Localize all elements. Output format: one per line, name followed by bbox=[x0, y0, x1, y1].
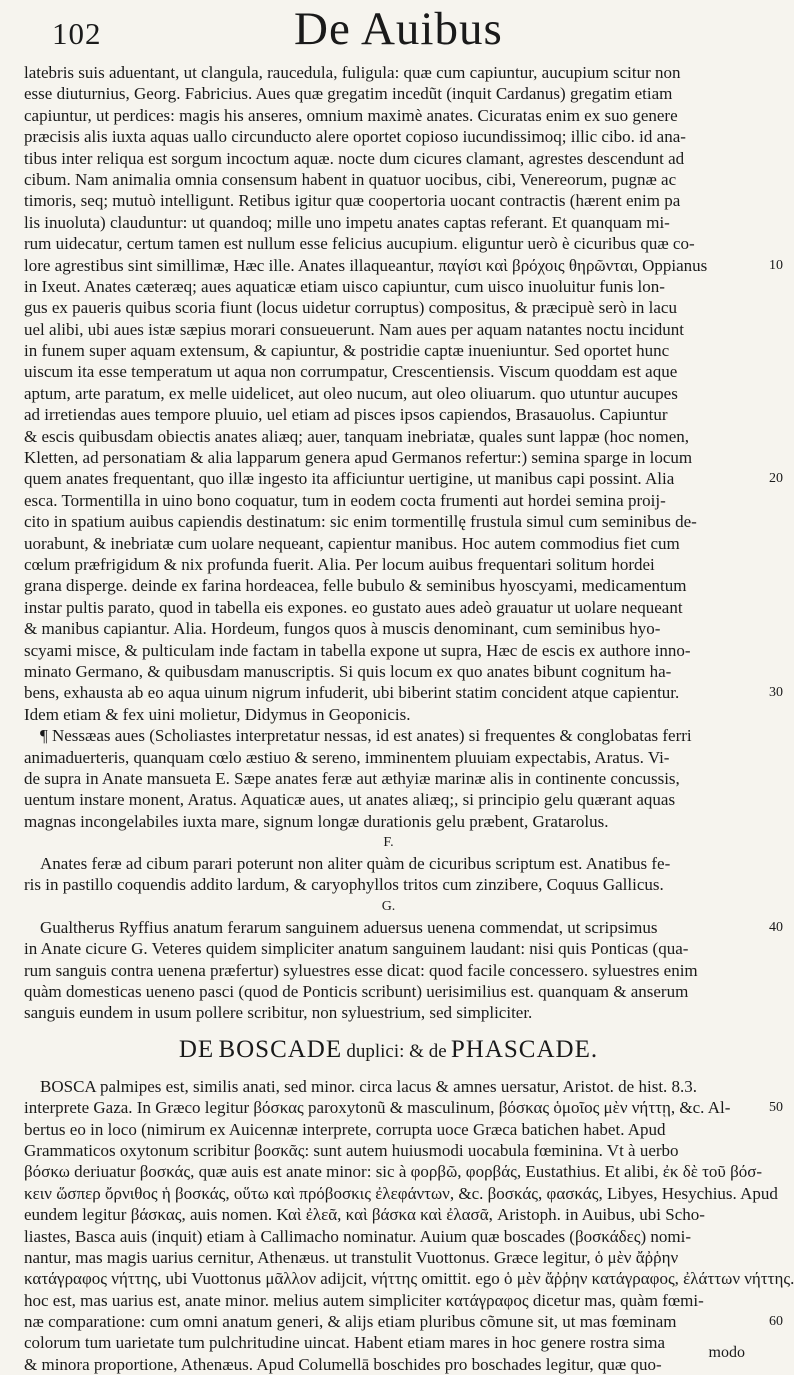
text-line bbox=[24, 1354, 753, 1375]
text-line-content: lis inuoluta) clauduntur: ut quandoq; mille uno impetu anates captas referant. Et quanquam mi- bbox=[24, 212, 670, 232]
text-line-content: & manibus capiantur. Alia. Hordeum, fungos quos à muscis denominant, cum seminibus hyo- bbox=[24, 619, 661, 639]
text-line-content: lore agrestibus sint simillimæ, Hæc ille. Anates illaqueantur, παγίσι καὶ βρόχοις θηρῶνται, Oppianus bbox=[24, 255, 708, 275]
text-line bbox=[24, 768, 753, 789]
text-line-content: timoris, seq; mutuò intelligunt. Retibus igitur quæ coopertoria uocant contractis (hærent enim pa bbox=[24, 191, 681, 211]
text-line-content: in Ixeut. Anates cæteræq; aues aquaticæ etiam uisco capiuntur, cum uisco inuoluitur funis lon- bbox=[24, 276, 665, 296]
text-line bbox=[24, 148, 753, 169]
text-line-content: Grammaticos oxytonum scribitur βοσκᾶς: sunt autem huiusmodi uocabula fœminina. Vt à uerbo bbox=[24, 1140, 679, 1160]
text-line-content: tibus inter reliqua est sorgum incoctum aquæ. nocte dum cicures clamant, agrestes descendunt ad bbox=[24, 148, 685, 168]
text-line bbox=[24, 340, 753, 361]
text-line bbox=[24, 1226, 753, 1247]
chapter-heading-boscade: BOSCADE bbox=[218, 1035, 343, 1063]
text-line bbox=[24, 1161, 763, 1182]
text-line-content: cibum. Nam animalia omnia consensum habent in quatuor uocibus, cibi, Venereorum, pugnæ ac bbox=[24, 169, 677, 189]
text-line-content: uel alibi, ubi aues istæ sæpius morari consueuerunt. Nam aues per aquam natantes noctu incidunt bbox=[24, 319, 685, 339]
text-line bbox=[24, 704, 753, 725]
margin-line-number: 50 bbox=[769, 1100, 783, 1116]
text-line bbox=[24, 105, 753, 126]
text-line-content: rum sanguis contra uenena præfertur) syluestres esse dicat: quod facile concessero. syluestres enim bbox=[24, 960, 698, 980]
text-line-content: colorum tum uarietate tum pulchritudine uincat. Habent etiam mares in hoc genere rostra sima bbox=[24, 1333, 666, 1353]
text-block-boscade bbox=[24, 1076, 794, 1375]
text-line bbox=[24, 960, 753, 981]
text-line bbox=[24, 917, 783, 938]
text-block-section-f bbox=[24, 853, 753, 896]
text-line bbox=[24, 554, 753, 575]
chapter-heading bbox=[24, 1024, 753, 1076]
text-line bbox=[24, 404, 753, 425]
text-line-content: BOSCA palmipes est, similis anati, sed minor. circa lacus & amnes uersatur, Aristot. de hist. 8.3. bbox=[40, 1076, 698, 1096]
text-line-content: latebris suis aduentant, ut clangula, raucedula, fuligula: quæ cum capiuntur, aucupium scitur non bbox=[24, 63, 681, 82]
margin-line-number: 40 bbox=[769, 919, 783, 935]
text-line-content: in Anate cicure G. Veteres quidem simpliciter anatum sanguinem laudant: nisi quis Ponticas (qua- bbox=[24, 939, 689, 959]
text-line-content: minato Germano, & quibusdam manuscriptis. Si quis locum ex quo anates bibunt cognitum ha- bbox=[24, 661, 672, 681]
text-line bbox=[24, 1332, 753, 1353]
chapter-heading-de: DE bbox=[178, 1035, 215, 1063]
text-block-e-continued bbox=[24, 62, 783, 725]
text-line bbox=[24, 661, 753, 682]
text-line bbox=[24, 83, 753, 104]
text-line bbox=[24, 1002, 753, 1023]
text-line bbox=[24, 361, 753, 382]
text-line-content: quàm domesticas ueneno pasci (quod de Ponticis scribunt) uerisimilius est. quanquam & anserum bbox=[24, 982, 689, 1002]
text-line-content: hoc est, mas uarius est, anate minor. melius autem simpliciter κατάγραφος dicetur mas, quàm fœmi- bbox=[24, 1290, 704, 1310]
text-line bbox=[24, 490, 753, 511]
text-line-content: de supra in Anate mansueta E. Sæpe anates feræ aut æthyiæ marinæ alis in continente concussis, bbox=[24, 768, 680, 788]
text-block-nessaeas bbox=[24, 725, 753, 832]
text-line-content: capiuntur, ut perdices: magis his anseres, omnium maximè anates. Cicuratas enim ex suo genere bbox=[24, 105, 678, 125]
text-line-content: ¶ Nessæas aues (Scholiastes interpretatur nessas, id est anates) si frequentes & conglobatas ferri bbox=[40, 726, 692, 746]
text-line-content: grana disperge. deinde ex farina hordeacea, felle bubulo & seminibus hyoscyami, medicamentum bbox=[24, 576, 687, 596]
section-letter-f: F. bbox=[383, 835, 394, 851]
text-line-content: ad irretiendas aues tempore pluuio, uel etiam ad pisces ipsos capiendos, Brasauolus. Capiuntur bbox=[24, 405, 668, 425]
text-line-content: sanguis eundem in usum pollere scribitur, non syluestrium, sed simpliciter. bbox=[24, 1003, 533, 1023]
text-line bbox=[24, 725, 753, 746]
text-line-content: Gualtherus Ryffius anatum ferarum sanguinem aduersus uenena commendat, ut scripsimus bbox=[40, 917, 658, 937]
text-line-content: Idem etiam & fex uini molietur, Didymus in Geoponicis. bbox=[24, 704, 411, 724]
text-line bbox=[24, 426, 753, 447]
text-line-content: κατάγραφος νήττης, ubi Vuottonus μᾶλλον adijcit, νήττης omittit. ego ὁ μὲν ἄῤῥην κατάγραφος, ἐλάττων νήττης. bbox=[24, 1269, 794, 1289]
running-title: De Auibus bbox=[294, 3, 503, 55]
text-line-content: & minora proportione, Athenæus. Apud Columellā boschides pro boschades legitur, quæ quo- bbox=[24, 1354, 662, 1374]
text-line-content: & escis quibusdam obiectis anates aliæq; auer, tanquam inebriatæ, quales sunt lappæ (hoc nomen, bbox=[24, 426, 690, 446]
margin-line-number: 60 bbox=[769, 1314, 783, 1330]
margin-line-number: 30 bbox=[769, 685, 783, 701]
text-line bbox=[24, 1097, 783, 1118]
text-line bbox=[24, 811, 753, 832]
text-line bbox=[24, 1119, 753, 1140]
text-line-content: eundem legitur βάσκας, auis nomen. Καὶ ἐλεᾶ, καὶ βάσκα καὶ ἐλασᾶ, Aristoph. in Auibus, ubi Scho- bbox=[24, 1205, 705, 1225]
text-line bbox=[24, 618, 753, 639]
text-line bbox=[24, 212, 753, 233]
text-line bbox=[24, 747, 753, 768]
catchword: modo bbox=[708, 1344, 745, 1361]
text-line-content: uentum instare monent, Aratus. Aquaticæ aues, ut anates aliæq;, si principio gelu quærant aquas bbox=[24, 790, 676, 810]
text-line-content: gus ex paueris quibus scoria fiunt (locus uidetur corruptus) compositus, & præcipuè serò in lacu bbox=[24, 298, 677, 318]
text-line bbox=[24, 1247, 753, 1268]
text-line-content: Kletten, ad personatiam & alia lapparum genera apud Germanos refertur:) semina sparge in locum bbox=[24, 448, 693, 468]
text-line-content: rum uidecatur, certum tamen est nullum esse felicius aucupium. eliguntur uerò è cicuribus quæ co- bbox=[24, 234, 695, 254]
text-line bbox=[24, 1268, 794, 1289]
page-header bbox=[24, 0, 753, 60]
text-line bbox=[24, 62, 753, 83]
text-line-content: præcisis alis iuxta aquas uallo circunducto alere oportet copioso iucundissimoq; illic cibo. id ana- bbox=[24, 127, 686, 147]
section-letter-g: G. bbox=[381, 898, 396, 914]
text-line bbox=[24, 319, 753, 340]
text-line-content: aptum, arte paratum, ex melle uidelicet, aut oleo nucum, aut oleo oliuarum. quo utuntur aucupes bbox=[24, 383, 678, 403]
text-line-content: instar pultis parato, quod in tabella eis expones. eo gustato aues adeò grauatur ut uolare nequeant bbox=[24, 597, 683, 617]
text-line bbox=[24, 255, 783, 276]
text-line-content: nantur, mas magis uarius cernitur, Athenæus. ut transtulit Vuottonus. Græce legitur, ὁ μὲν ἄῤῥην bbox=[24, 1247, 679, 1267]
page-number: 102 bbox=[52, 16, 102, 51]
text-line bbox=[24, 1183, 778, 1204]
text-line-content: bertus eo in loco (nimirum ex Auicennæ interprete, corrupta uoce Græca batichen habet. Apud bbox=[24, 1119, 666, 1139]
text-line bbox=[24, 276, 753, 297]
text-line-content: esca. Tormentilla in uino bono coquatur, tum in eodem cocta frumenti aut hordei semina proij- bbox=[24, 490, 666, 510]
text-line bbox=[24, 383, 753, 404]
text-line bbox=[24, 533, 753, 554]
text-line-content: animaduerteris, quanquam cœlo æstiuo & sereno, imminentem pluuiam expectabis, Aratus. Vi- bbox=[24, 747, 670, 767]
text-line bbox=[24, 1290, 753, 1311]
text-line-content: cito in spatium auibus capiendis destinatum: sic enim tormentillę frustula simul cum seminibus de- bbox=[24, 512, 697, 532]
text-line-content: interprete Gaza. In Græco legitur βόσκας paroxytonũ & masculinum, βόσκας ὁμοῖος μὲν νήττῃ, &c. Al- bbox=[24, 1098, 731, 1118]
text-block-section-g bbox=[24, 917, 783, 1024]
text-line-content: næ comparatione: cum omni anatum generi, & alijs etiam pluribus cõmune sit, ut mas fœminam bbox=[24, 1312, 677, 1332]
text-line bbox=[24, 1076, 753, 1097]
text-line-content: quem anates frequentant, quo illæ ingesto ita afficiuntur uertigine, ut manibus capi possint. Alia bbox=[24, 469, 675, 489]
text-line-content: ris in pastillo coquendis addito lardum, & caryophyllos tritos cum zinzibere, Coquus Gallicus. bbox=[24, 875, 664, 895]
text-line-content: uiscum ita esse temperatum ut aqua non corrumpatur, Crescentiensis. Viscum quoddam est aque bbox=[24, 362, 678, 382]
text-line bbox=[24, 1140, 753, 1161]
text-line-content: uorabunt, & inebriatæ cum uolare nequeant, capientur manibus. Hoc autem commodius fiet cum bbox=[24, 533, 680, 553]
page-body bbox=[24, 62, 794, 1375]
margin-line-number: 20 bbox=[769, 471, 783, 487]
text-line-content: magnas incongelabiles iuxta mare, signum longæ durationis gelu præbent, Gratarolus. bbox=[24, 811, 609, 831]
text-line bbox=[24, 682, 783, 703]
text-line bbox=[24, 169, 753, 190]
text-line bbox=[24, 874, 753, 895]
text-line-content: κειν ὥσπερ ὄρνιθος ἡ βοσκάς, οὕτω καὶ πρόβοσκις ἐλεφάντων, &c. βοσκάς, φασκάς, Libyes, Hesychius. Apud bbox=[24, 1183, 778, 1203]
text-line-content: esse diuturnius, Georg. Fabricius. Aues quæ gregatim incedũt (inquit Cardanus) gregatim etiam bbox=[24, 84, 673, 104]
text-line bbox=[24, 190, 753, 211]
text-line bbox=[24, 126, 753, 147]
margin-line-number: 10 bbox=[769, 257, 783, 273]
text-line bbox=[24, 640, 753, 661]
chapter-heading-duplici: duplici: & de bbox=[346, 1040, 447, 1062]
text-line bbox=[24, 447, 753, 468]
text-line bbox=[24, 511, 753, 532]
text-line-content: βόσκω deriuatur βοσκάς, quæ auis est anate minor: sic à φορβῶ, φορβάς, Eustathius. Et alibi, ἐκ δὲ τοῦ βόσ- bbox=[24, 1162, 763, 1182]
text-line bbox=[24, 575, 753, 596]
text-line-content: liastes, Basca auis (inquit) etiam à Callimacho nominatur. Auium quæ boscades (βοσκάδες) nomi- bbox=[24, 1226, 692, 1246]
text-line-content: Anates feræ ad cibum parari poterunt non aliter quàm de cicuribus scriptum est. Anatibus fe- bbox=[40, 854, 671, 874]
text-line bbox=[24, 1204, 753, 1225]
text-line bbox=[24, 297, 753, 318]
text-line bbox=[24, 233, 753, 254]
text-line bbox=[24, 597, 753, 618]
text-line bbox=[24, 468, 783, 489]
text-line bbox=[24, 789, 753, 810]
text-line-content: in funem super aquam extensum, & capiuntur, & postridie captæ inueniuntur. Sed oportet hunc bbox=[24, 341, 670, 361]
chapter-heading-phascade: PHASCADE. bbox=[450, 1035, 599, 1063]
text-line bbox=[24, 981, 753, 1002]
text-line-content: cœlum præfrigidum & nix profunda fuerit. Alia. Per locum auibus frequentari solitum hordei bbox=[24, 554, 655, 574]
text-line-content: scyami misce, & pulticulam inde factam in tabella expone ut supra, Hæc de escis ex authore inno- bbox=[24, 640, 691, 660]
text-line bbox=[24, 853, 753, 874]
text-line bbox=[24, 938, 753, 959]
text-line-content: bens, exhausta ab eo aqua uinum nigrum infuderit, ubi biberint statim concident atque capientur. bbox=[24, 683, 680, 703]
text-line bbox=[24, 1311, 783, 1332]
